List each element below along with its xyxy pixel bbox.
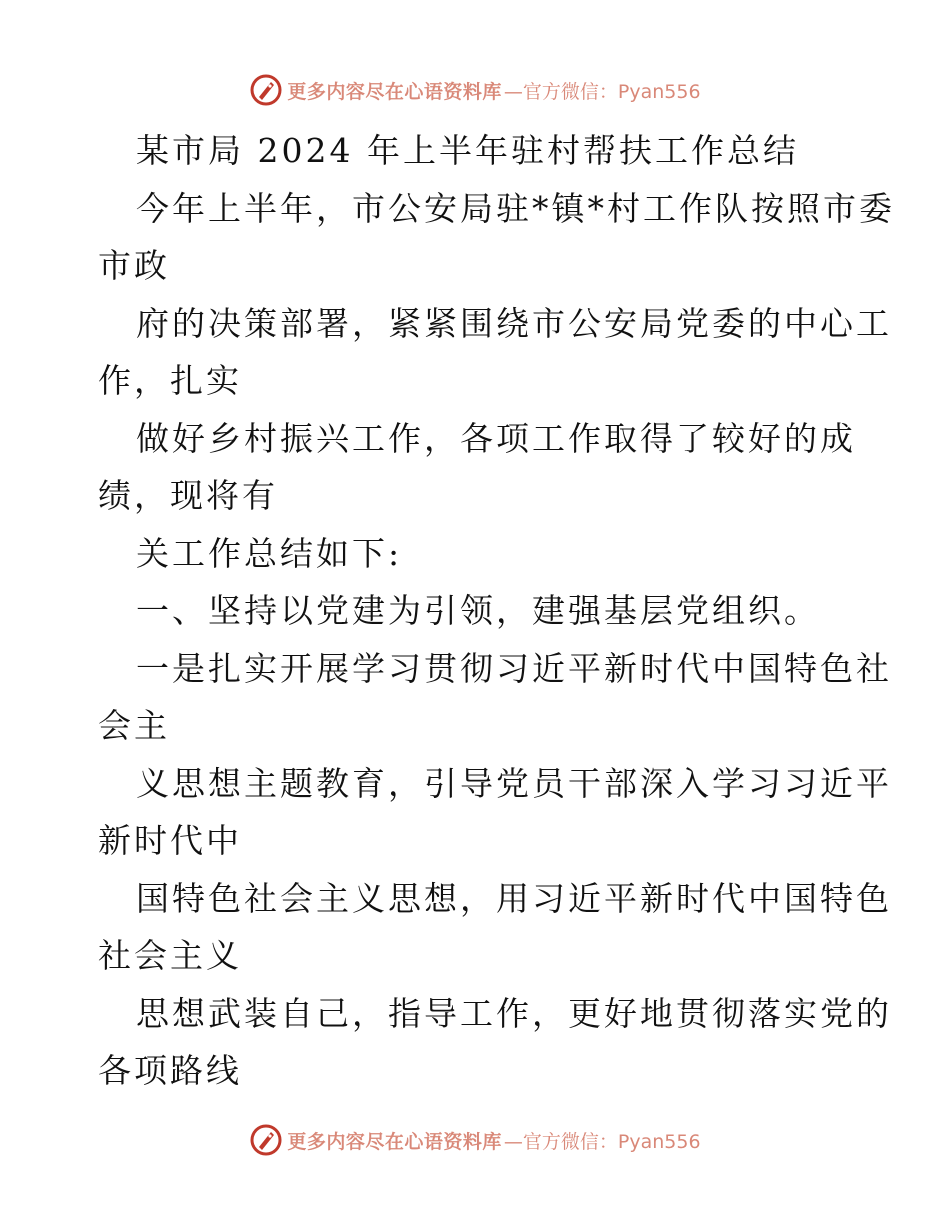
pen-nib-logo-icon [249,73,283,107]
document-body [98,122,895,1100]
paragraph-line: 作，扎实 [98,361,242,400]
pen-nib-logo-icon [249,1123,283,1157]
paragraph-line: 府的决策部署，紧紧围绕市公安局党委的中心工 [136,303,892,343]
paragraph-line: 各项路线 [98,1051,242,1090]
paragraph-line: 会主 [98,706,170,745]
watermark-site-text: 更多内容尽在心语资料库 [287,1130,502,1153]
document-title: 某市局 2024 年上半年驻村帮扶工作总结 [136,131,799,170]
paragraph-line: 今年上半年，市公安局驻*镇*村工作队按照市委 [136,188,895,228]
watermark-contact-text: —官方微信：Pyan556 [503,80,701,103]
paragraph-line: 绩，现将有 [98,476,278,515]
paragraph-line: 一是扎实开展学习贯彻习近平新时代中国特色社 [136,648,892,688]
watermark-site-text: 更多内容尽在心语资料库 [287,80,502,103]
footer-watermark-banner [0,1120,950,1160]
paragraph-line: 思想武装自己，指导工作，更好地贯彻落实党的 [136,993,892,1033]
paragraph-line: 国特色社会主义思想，用习近平新时代中国特色 [136,878,892,918]
section-heading: 一、坚持以党建为引领，建强基层党组织。 [136,591,820,630]
paragraph-line: 关工作总结如下: [136,533,403,573]
paragraph-line: 新时代中 [98,821,242,860]
watermark-contact-text: —官方微信：Pyan556 [503,1130,701,1153]
paragraph-line: 市政 [98,246,170,285]
paragraph-line: 做好乡村振兴工作，各项工作取得了较好的成 [136,418,856,458]
header-watermark-banner [0,70,950,110]
paragraph-line: 义思想主题教育，引导党员干部深入学习习近平 [136,763,892,803]
paragraph-line: 社会主义 [98,936,242,975]
